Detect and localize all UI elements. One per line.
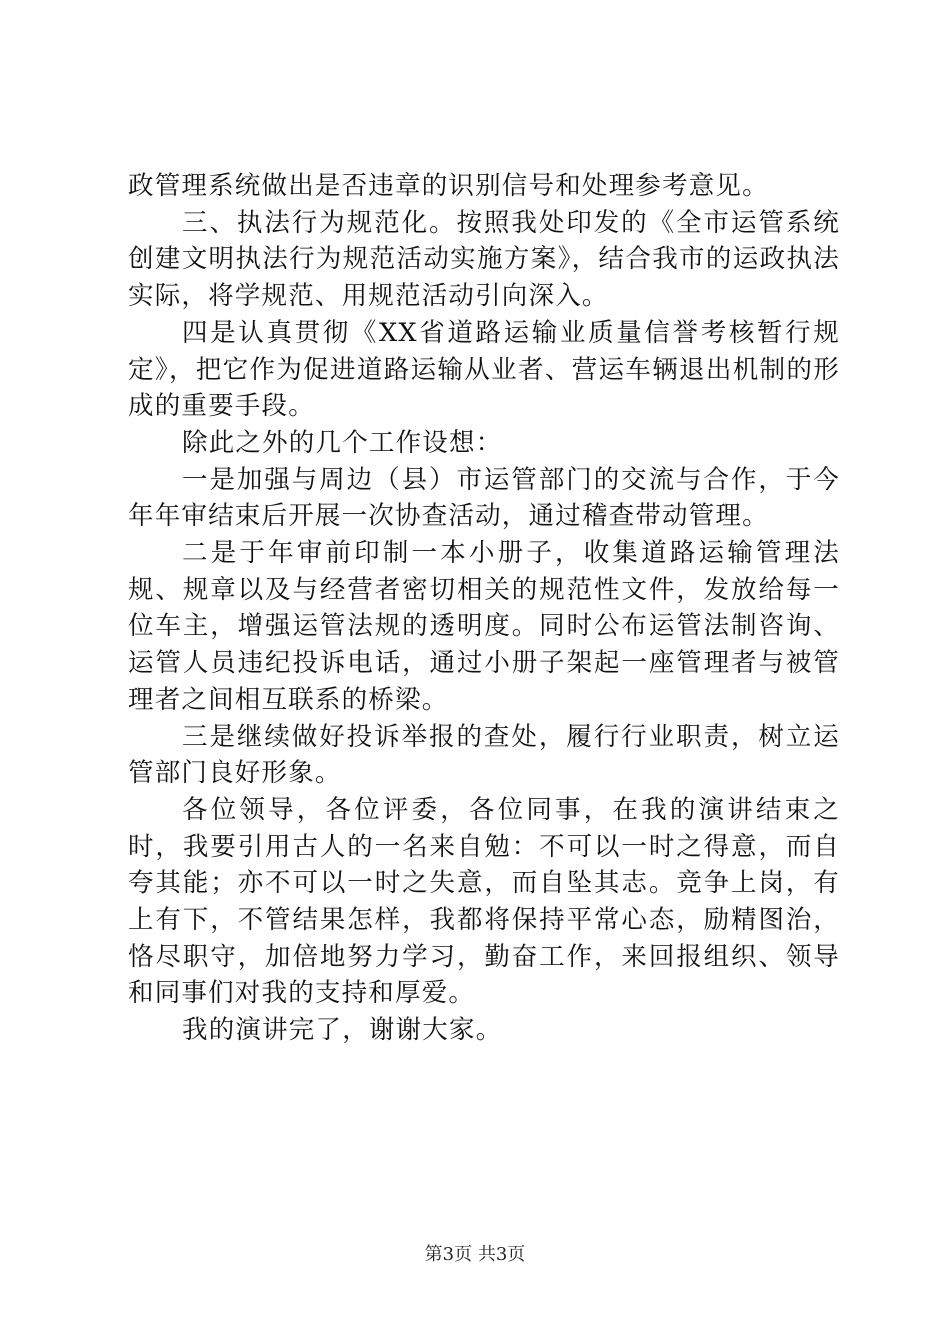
- paragraph-work-ideas-heading: 除此之外的几个工作设想：: [182, 427, 503, 458]
- paragraph-closing-remarks: 各位领导，各位评委，各位同事，在我的演讲结束之时，我要引用古人的一名来自勉：不可以一时之得意，而自夸其能；亦不可以一时之失意，而自坠其志。竞争上岗，有上有下，不管结果怎样，我都将保持平常心态，励精图治，恪尽职守，加倍地努力学习，勤奋工作，来回报组织、领导和同事们对我的支持和厚爱。: [128, 794, 840, 1009]
- page-number-footer: 第3页 共3页: [424, 1244, 526, 1265]
- paragraph-credit-assessment: 四是认真贯彻《XX省道路运输业质量信誉考核暂行规定》，把它作为促进道路运输从业者、营运车辆退出机制的形成的重要手段。: [128, 317, 840, 422]
- paragraph-idea-three: 三是继续做好投诉举报的查处，履行行业职责，树立运管部门良好形象。: [128, 721, 840, 789]
- paragraph-continuation: 政管理系统做出是否违章的识别信号和处理参考意见。: [128, 171, 769, 201]
- paragraph-thanks: 我的演讲完了，谢谢大家。: [182, 1015, 503, 1046]
- paragraph-enforcement-standardization: 三、执法行为规范化。按照我处印发的《全市运管系统创建文明执法行为规范活动实施方案》，结合我市的运政执法实际，将学规范、用规范活动引向深入。: [128, 207, 840, 312]
- paragraph-idea-two: 二是于年审前印制一本小册子，收集道路运输管理法规、规章以及与经营者密切相关的规范性文件，发放给每一位车主，增强运管法规的透明度。同时公布运管法制咨询、运管人员违纪投诉电话，通过小册子架起一座管理者与被管理者之间相互联系的桥梁。: [128, 538, 840, 715]
- paragraph-idea-one: 一是加强与周边（县）市运管部门的交流与合作，于今年年审结束后开展一次协查活动，通过稽查带动管理。: [128, 464, 840, 532]
- document-body: [128, 168, 840, 1049]
